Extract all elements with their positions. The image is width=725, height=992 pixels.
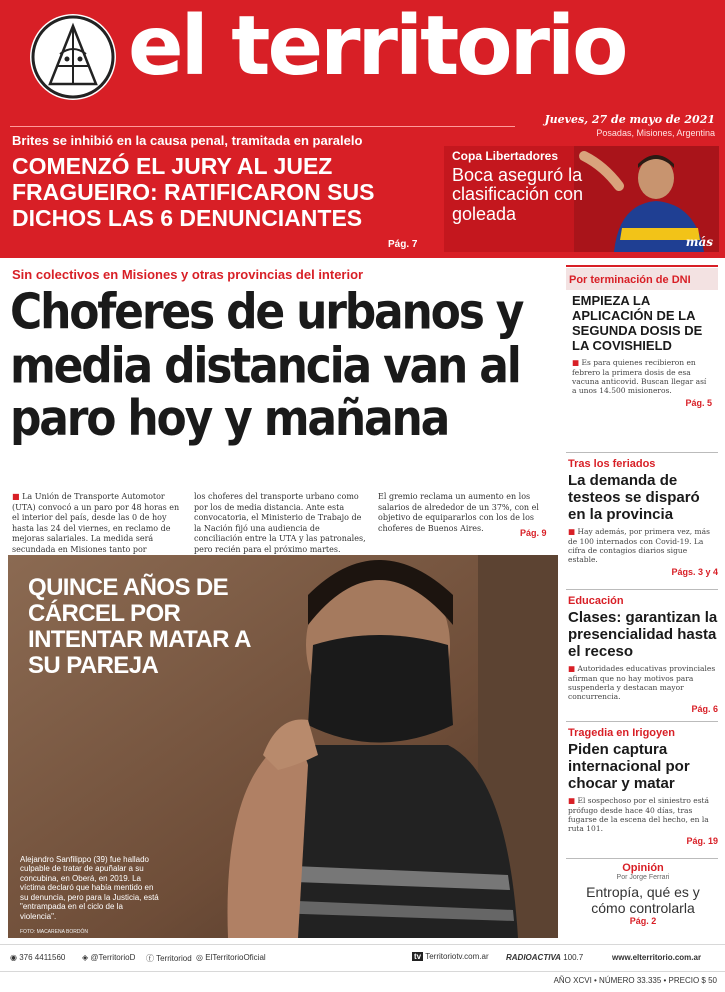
sidebar-headline: La demanda de testeos se disparó en la provincia bbox=[568, 472, 700, 524]
photo-caption: Alejandro Sanfilippo (39) fue hallado culpable de tratar de apuñalar a su concubina, en Oberá, en 2019. La víctima declaró que había mentido en su denuncia, pero para la Justicia, está "entrampada en el ciclo de la violencia". bbox=[20, 855, 159, 921]
sidebar-body: Autoridades educativas provinciales afirman que no hay motivos para suspenderla y destacan mayor concurrencia. bbox=[568, 664, 716, 702]
photo-story[interactable] bbox=[8, 555, 558, 938]
whatsapp-icon: ◉ bbox=[10, 953, 17, 962]
newspaper-title: el territorio bbox=[128, 0, 626, 94]
sports-headline: Boca aseguró la clasificación con goleada bbox=[452, 165, 584, 224]
sidebar-headline: Piden captura internacional por chocar y matar bbox=[568, 741, 690, 793]
main-story-column-3: El gremio reclama un aumento en los salarios de alrededor de un 37%, con el objetivo de equipararlos con los de los choferes de Buenos Aires. bbox=[378, 492, 539, 533]
section-logo: más bbox=[685, 235, 713, 249]
opinion-kicker: Opinión bbox=[622, 862, 664, 874]
main-story-headline[interactable]: Choferes de urbanos y media distancia van al paro hoy y mañana bbox=[10, 283, 523, 448]
edition-location: Posadas, Misiones, Argentina bbox=[596, 128, 715, 138]
masthead bbox=[0, 0, 725, 258]
sidebar-story-1[interactable] bbox=[566, 268, 718, 408]
sidebar-divider bbox=[566, 589, 718, 590]
edition-date: Jueves, 27 de mayo de 2021 bbox=[544, 113, 715, 126]
sidebar-top-rule bbox=[566, 265, 718, 267]
footer-radio[interactable]: RADIOACTIVA 100.7 bbox=[506, 953, 584, 962]
footer-facebook[interactable]: ⓕ Territoriod bbox=[146, 954, 192, 963]
footer-instagram[interactable]: ◎ ElTerritorioOficial bbox=[196, 953, 266, 962]
main-story-column-1: ■ La Unión de Transporte Automotor (UTA) convocó a un paro por 48 horas en el interior del país, desde las 0 de hoy hasta las 24 del viernes, en reclamo de mejoras salariales. La medida será secundada en Misiones tanto por bbox=[12, 492, 180, 554]
opinion-page: Pág. 2 bbox=[629, 916, 657, 927]
edition-info: AÑO XCVI • NÚMERO 33.335 • PRECIO $ 50 bbox=[553, 976, 717, 985]
sidebar-kicker: Tragedia en Irigoyen bbox=[568, 727, 675, 739]
bullet-square-icon: ■ bbox=[568, 664, 578, 674]
sidebar-page: Pág. 5 bbox=[685, 397, 712, 408]
opinion-box[interactable] bbox=[568, 862, 718, 926]
bullet-square-icon: ■ bbox=[568, 527, 578, 537]
sidebar-divider bbox=[566, 452, 718, 453]
bullet-square-icon: ■ bbox=[568, 796, 578, 806]
footer-tv[interactable]: tv Territoriotv.com.ar bbox=[414, 952, 489, 961]
sidebar-body: Hay además, por primera vez, más de 100 internados con Covid-19. La cifra de contagios diarios sigue estable. bbox=[568, 527, 710, 565]
sidebar-headline: EMPIEZA LA APLICACIÓN DE LA SEGUNDA DOSIS DE LA COVISHIELD bbox=[572, 293, 703, 354]
top-story-page: Pág. 7 bbox=[388, 239, 418, 250]
opinion-author: Por Jorge Ferrari bbox=[616, 874, 670, 881]
footer-bar bbox=[0, 944, 725, 972]
facebook-icon: ⓕ bbox=[146, 954, 154, 963]
footer-twitter[interactable]: ◈ @TerritorioD bbox=[82, 953, 136, 962]
sports-teaser[interactable] bbox=[444, 146, 719, 252]
tv-icon: tv bbox=[414, 952, 422, 961]
logo-icon bbox=[30, 14, 116, 100]
instagram-icon: ◎ bbox=[196, 953, 203, 962]
sidebar-story-2[interactable] bbox=[568, 458, 718, 577]
footer-website[interactable]: www.elterritorio.com.ar bbox=[612, 953, 702, 962]
sidebar-body: El sospechoso por el siniestro está prófugo desde hace 40 días, tras fugarse de la escena del hecho, en la ruta 101. bbox=[568, 796, 710, 834]
sidebar-divider bbox=[566, 721, 718, 722]
footer-whatsapp[interactable]: ◉ 376 4411560 bbox=[10, 953, 66, 962]
main-story-column-2: los choferes del transporte urbano como por los de media distancia. Ante esta convocatoria, el Ministerio de Trabajo de la Nación fijó una audiencia de conciliación entre la UTA y las patronales, pero recién para el próximo martes. bbox=[194, 492, 366, 554]
main-story-kicker: Sin colectivos en Misiones y otras provincias del interior bbox=[12, 267, 364, 282]
top-story-headline[interactable]: COMENZÓ EL JURY AL JUEZ FRAGUEIRO: RATIFICARON SUS DICHOS LAS 6 DENUNCIANTES bbox=[12, 153, 375, 231]
sidebar-divider bbox=[566, 858, 718, 859]
sidebar-kicker: Educación bbox=[568, 595, 624, 607]
sidebar-story-3[interactable] bbox=[568, 595, 718, 714]
photo-story-headline: QUINCE AÑOS DE CÁRCEL POR INTENTAR MATAR A SU PAREJA bbox=[28, 574, 250, 679]
sports-kicker: Copa Libertadores bbox=[452, 149, 559, 163]
bullet-square-icon: ■ bbox=[572, 358, 582, 368]
bullet-square-icon: ■ bbox=[12, 492, 23, 501]
top-story-kicker: Brites se inhibió en la causa penal, tramitada en paralelo bbox=[12, 133, 363, 148]
opinion-headline: Entropía, qué es y cómo controlarla bbox=[586, 884, 700, 917]
masthead-divider bbox=[10, 126, 515, 127]
sidebar-kicker: Por terminación de DNI bbox=[569, 274, 691, 286]
photo-credit: FOTO: MACARENA BORDÓN bbox=[20, 929, 88, 935]
sidebar-headline: Clases: garantizan la presencialidad hasta el receso bbox=[568, 609, 718, 661]
sidebar-kicker: Tras los feriados bbox=[568, 458, 656, 470]
twitter-icon: ◈ bbox=[82, 953, 89, 962]
sidebar-page: Págs. 3 y 4 bbox=[671, 566, 718, 577]
sidebar-page: Pág. 6 bbox=[691, 703, 718, 714]
main-story-page: Pág. 9 bbox=[520, 528, 547, 538]
sidebar-page: Pág. 19 bbox=[686, 835, 718, 846]
sidebar-story-4[interactable] bbox=[568, 727, 718, 846]
sidebar-body: Es para quienes recibieron en febrero la primera dosis de esa vacuna anticovid. Buscan llegar así a unos 14.500 misioneros. bbox=[572, 358, 707, 396]
